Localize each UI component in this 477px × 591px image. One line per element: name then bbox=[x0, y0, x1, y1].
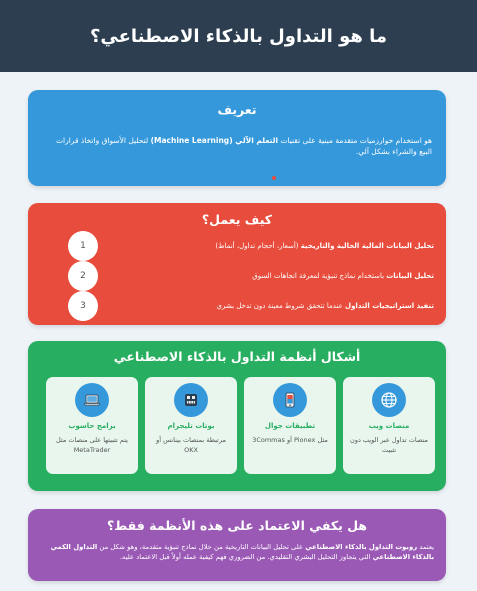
tile-description: مرتبطة بمنصات بينانس أو OKX bbox=[156, 436, 226, 454]
tile-description: مثل Pionex أو 3Commas bbox=[252, 436, 328, 444]
step-text-bold: تنفيذ استراتيجيات التداول bbox=[345, 302, 434, 310]
step-item bbox=[42, 261, 434, 291]
definition-text bbox=[42, 135, 432, 157]
phone-icon bbox=[273, 383, 307, 417]
step-text bbox=[42, 272, 434, 280]
step-text bbox=[42, 302, 434, 310]
tile-web-platforms bbox=[343, 377, 435, 474]
definition-card bbox=[28, 90, 446, 186]
reliance-text-part: التي يتجاوز التحليل البشري التقليدي. من الضروري فهم كيفية عمله أولاً قبل الاعتماد عليه. bbox=[119, 553, 373, 561]
tile-title: تطبيقات جوال bbox=[264, 422, 316, 430]
step-item bbox=[42, 291, 434, 321]
tile-mobile-apps bbox=[244, 377, 336, 474]
page-title: ما هو التداول بالذكاء الاصطناعي؟ bbox=[89, 25, 388, 47]
step-item bbox=[42, 231, 434, 261]
forms-title: أشكال أنظمة التداول بالذكاء الاصطناعي bbox=[113, 349, 361, 364]
step-text-rest: باستخدام نماذج تنبؤية لمعرفة اتجاهات السوق bbox=[252, 272, 387, 280]
how-it-works-card bbox=[28, 203, 446, 325]
tile-description: منصات تداول عبر الويب دون تثبيت bbox=[350, 436, 428, 454]
tile-title: منصات ويب bbox=[368, 422, 410, 430]
step-number: 3 bbox=[68, 291, 98, 321]
step-text-rest: عندما تتحقق شروط معينة دون تدخل بشري bbox=[216, 302, 345, 310]
reliance-title: هل يكفي الاعتماد على هذه الأنظمة فقط؟ bbox=[106, 518, 368, 533]
step-text-rest: (أسعار، أحجام تداول، أنماط) bbox=[215, 242, 301, 250]
definition-text-part: لتحليل الأسواق واتخاذ قرارات البيع والشراء بشكل آلي. bbox=[55, 136, 432, 156]
step-number: 2 bbox=[68, 261, 98, 291]
forms-tiles bbox=[39, 377, 435, 474]
step-text bbox=[42, 242, 434, 250]
step-text-bold: تحليل البيانات المالية الحالية والتاريخية bbox=[300, 242, 434, 250]
robot-icon bbox=[174, 383, 208, 417]
tile-title: برامج حاسوب bbox=[68, 422, 116, 430]
tile-desktop-software bbox=[46, 377, 138, 474]
reliance-text-part: على تحليل البيانات التاريخية من خلال نماذج تنبؤية متقدمة، وهو شكل من bbox=[97, 543, 306, 551]
step-text-bold: تحليل البيانات bbox=[386, 272, 434, 280]
decorative-dot bbox=[272, 176, 276, 180]
reliance-text-bold: التداول الكمي بالذكاء الاصطناعي bbox=[50, 543, 434, 561]
reliance-text-part: يعتمد bbox=[417, 543, 434, 551]
how-it-works-title: كيف يعمل؟ bbox=[201, 212, 273, 227]
reliance-text-bold: روبوت التداول بالذكاء الاصطناعي bbox=[305, 543, 418, 551]
definition-text-bold: التعلم الآلي (Machine Learning) bbox=[150, 136, 279, 145]
globe-icon bbox=[372, 383, 406, 417]
page-header bbox=[0, 0, 477, 72]
reliance-text bbox=[40, 542, 434, 562]
tile-title: بوتات تليجرام bbox=[167, 422, 215, 430]
definition-text-part: هو استخدام خوارزميات متقدمة مبنية على تقنيات bbox=[278, 136, 432, 145]
tile-telegram-bots bbox=[145, 377, 237, 474]
forms-card bbox=[28, 341, 446, 491]
reliance-card bbox=[28, 509, 446, 581]
tile-description: يتم تثبيتها على منصات مثل MetaTrader bbox=[56, 436, 128, 454]
step-number: 1 bbox=[68, 231, 98, 261]
definition-title: تعريف bbox=[217, 102, 257, 117]
laptop-icon bbox=[75, 383, 109, 417]
